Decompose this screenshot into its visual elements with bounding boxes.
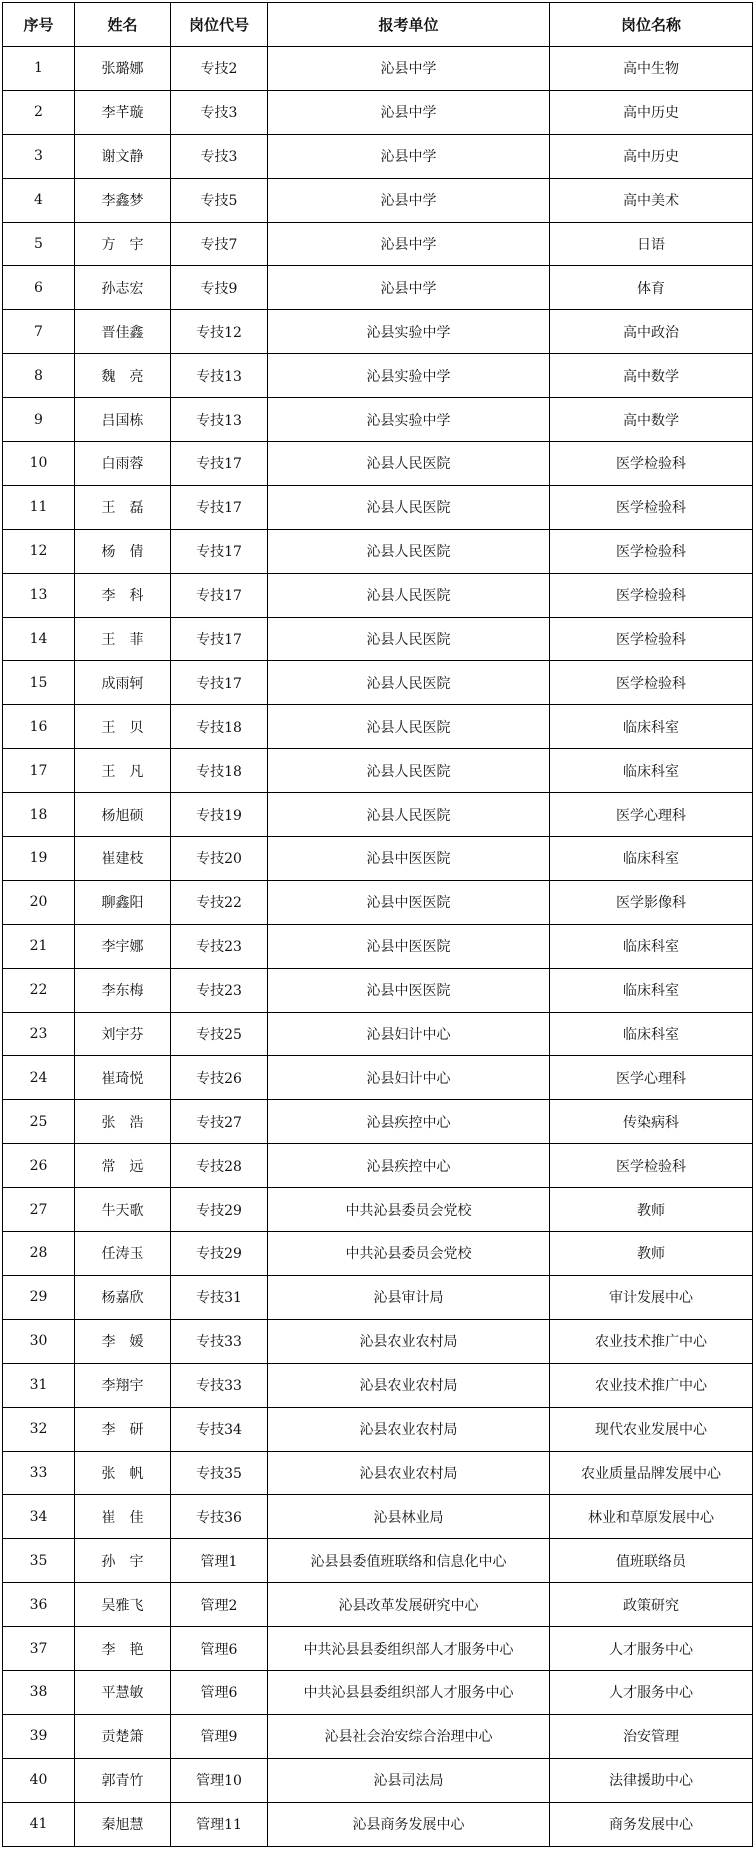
cell-employer: 沁县中学 <box>268 266 550 310</box>
cell-position-title: 治安管理 <box>550 1714 753 1758</box>
cell-position-code: 专技12 <box>171 310 268 354</box>
cell-employer: 中共沁县委员会党校 <box>268 1188 550 1232</box>
cell-index: 24 <box>3 1056 75 1100</box>
cell-name: 王 菲 <box>75 617 171 661</box>
cell-position-title: 高中历史 <box>550 90 753 134</box>
cell-position-code: 专技33 <box>171 1319 268 1363</box>
cell-name: 张 帆 <box>75 1451 171 1495</box>
cell-position-title: 医学影像科 <box>550 880 753 924</box>
cell-employer: 沁县人民医院 <box>268 793 550 837</box>
header-index: 序号 <box>3 3 75 47</box>
cell-index: 1 <box>3 47 75 91</box>
cell-position-title: 临床科室 <box>550 837 753 881</box>
table-row <box>3 1670 753 1714</box>
cell-index: 29 <box>3 1275 75 1319</box>
cell-position-code: 专技36 <box>171 1495 268 1539</box>
cell-name: 李芊璇 <box>75 90 171 134</box>
cell-name: 杨旭硕 <box>75 793 171 837</box>
table-row <box>3 1100 753 1144</box>
table-row <box>3 1275 753 1319</box>
cell-index: 22 <box>3 968 75 1012</box>
cell-name: 郭青竹 <box>75 1758 171 1802</box>
cell-position-title: 医学心理科 <box>550 793 753 837</box>
cell-name: 杨嘉欣 <box>75 1275 171 1319</box>
cell-position-title: 高中政治 <box>550 310 753 354</box>
cell-position-code: 专技17 <box>171 485 268 529</box>
cell-employer: 沁县人民医院 <box>268 485 550 529</box>
cell-position-title: 林业和草原发展中心 <box>550 1495 753 1539</box>
cell-name: 崔建枝 <box>75 837 171 881</box>
cell-employer: 沁县妇计中心 <box>268 1056 550 1100</box>
cell-name: 秦旭慧 <box>75 1802 171 1846</box>
cell-employer: 沁县实验中学 <box>268 354 550 398</box>
cell-name: 李东梅 <box>75 968 171 1012</box>
table-row <box>3 661 753 705</box>
cell-position-code: 专技20 <box>171 837 268 881</box>
cell-position-code: 专技18 <box>171 705 268 749</box>
header-position-title: 岗位名称 <box>550 3 753 47</box>
cell-name: 牛天歌 <box>75 1188 171 1232</box>
table-row <box>3 1319 753 1363</box>
cell-position-code: 专技13 <box>171 354 268 398</box>
cell-employer: 沁县社会治安综合治理中心 <box>268 1714 550 1758</box>
table-row <box>3 1495 753 1539</box>
cell-name: 王 凡 <box>75 749 171 793</box>
cell-position-code: 专技5 <box>171 178 268 222</box>
cell-position-code: 专技9 <box>171 266 268 310</box>
cell-employer: 沁县妇计中心 <box>268 1012 550 1056</box>
cell-position-title: 现代农业发展中心 <box>550 1407 753 1451</box>
cell-position-code: 专技25 <box>171 1012 268 1056</box>
cell-position-title: 体育 <box>550 266 753 310</box>
table-row <box>3 47 753 91</box>
cell-position-code: 专技22 <box>171 880 268 924</box>
cell-name: 李宇娜 <box>75 924 171 968</box>
cell-index: 19 <box>3 837 75 881</box>
cell-employer: 沁县人民医院 <box>268 661 550 705</box>
cell-name: 刘宇芬 <box>75 1012 171 1056</box>
table-row <box>3 705 753 749</box>
cell-name: 贡楚箫 <box>75 1714 171 1758</box>
cell-name: 崔琦悦 <box>75 1056 171 1100</box>
results-table <box>2 2 753 1847</box>
cell-position-title: 农业质量品牌发展中心 <box>550 1451 753 1495</box>
cell-position-title: 临床科室 <box>550 968 753 1012</box>
cell-name: 常 远 <box>75 1144 171 1188</box>
cell-index: 7 <box>3 310 75 354</box>
cell-index: 21 <box>3 924 75 968</box>
cell-position-title: 医学检验科 <box>550 485 753 529</box>
cell-position-code: 管理9 <box>171 1714 268 1758</box>
cell-index: 35 <box>3 1539 75 1583</box>
cell-index: 5 <box>3 222 75 266</box>
cell-employer: 中共沁县委员会党校 <box>268 1232 550 1276</box>
cell-position-title: 高中数学 <box>550 398 753 442</box>
cell-position-code: 专技33 <box>171 1363 268 1407</box>
cell-position-code: 专技13 <box>171 398 268 442</box>
table-row <box>3 1012 753 1056</box>
cell-position-code: 专技17 <box>171 617 268 661</box>
cell-name: 吕国栋 <box>75 398 171 442</box>
cell-name: 孙 宇 <box>75 1539 171 1583</box>
cell-position-code: 专技17 <box>171 573 268 617</box>
cell-index: 34 <box>3 1495 75 1539</box>
cell-position-title: 医学检验科 <box>550 529 753 573</box>
cell-employer: 中共沁县县委组织部人才服务中心 <box>268 1627 550 1671</box>
cell-position-title: 高中历史 <box>550 134 753 178</box>
cell-index: 30 <box>3 1319 75 1363</box>
cell-name: 李 艳 <box>75 1627 171 1671</box>
cell-index: 3 <box>3 134 75 178</box>
table-row <box>3 90 753 134</box>
cell-employer: 沁县中医医院 <box>268 880 550 924</box>
cell-position-code: 专技28 <box>171 1144 268 1188</box>
cell-name: 吴雅飞 <box>75 1583 171 1627</box>
table-row <box>3 968 753 1012</box>
cell-position-code: 专技17 <box>171 661 268 705</box>
cell-employer: 沁县中学 <box>268 134 550 178</box>
cell-index: 28 <box>3 1232 75 1276</box>
cell-employer: 沁县农业农村局 <box>268 1363 550 1407</box>
table-row <box>3 134 753 178</box>
cell-employer: 沁县农业农村局 <box>268 1451 550 1495</box>
cell-employer: 沁县实验中学 <box>268 398 550 442</box>
table-row <box>3 178 753 222</box>
table-row <box>3 880 753 924</box>
cell-employer: 沁县中学 <box>268 90 550 134</box>
table-row <box>3 1758 753 1802</box>
cell-employer: 沁县疾控中心 <box>268 1144 550 1188</box>
cell-index: 20 <box>3 880 75 924</box>
header-employer: 报考单位 <box>268 3 550 47</box>
cell-employer: 沁县审计局 <box>268 1275 550 1319</box>
cell-position-code: 专技29 <box>171 1188 268 1232</box>
cell-index: 17 <box>3 749 75 793</box>
cell-name: 李翔宇 <box>75 1363 171 1407</box>
cell-position-title: 高中美术 <box>550 178 753 222</box>
cell-index: 41 <box>3 1802 75 1846</box>
cell-employer: 沁县改革发展研究中心 <box>268 1583 550 1627</box>
cell-position-title: 教师 <box>550 1232 753 1276</box>
cell-position-code: 专技31 <box>171 1275 268 1319</box>
cell-employer: 中共沁县县委组织部人才服务中心 <box>268 1670 550 1714</box>
table-row <box>3 1802 753 1846</box>
cell-employer: 沁县中学 <box>268 222 550 266</box>
cell-employer: 沁县商务发展中心 <box>268 1802 550 1846</box>
cell-index: 25 <box>3 1100 75 1144</box>
cell-position-code: 管理6 <box>171 1627 268 1671</box>
cell-employer: 沁县中医医院 <box>268 924 550 968</box>
cell-name: 李鑫梦 <box>75 178 171 222</box>
cell-position-code: 管理10 <box>171 1758 268 1802</box>
cell-name: 方 宇 <box>75 222 171 266</box>
cell-employer: 沁县中医医院 <box>268 837 550 881</box>
cell-position-code: 专技35 <box>171 1451 268 1495</box>
cell-employer: 沁县人民医院 <box>268 529 550 573</box>
cell-position-title: 日语 <box>550 222 753 266</box>
table-row <box>3 1232 753 1276</box>
cell-position-title: 审计发展中心 <box>550 1275 753 1319</box>
cell-name: 杨 倩 <box>75 529 171 573</box>
cell-index: 37 <box>3 1627 75 1671</box>
cell-employer: 沁县人民医院 <box>268 573 550 617</box>
cell-index: 8 <box>3 354 75 398</box>
cell-position-code: 专技18 <box>171 749 268 793</box>
cell-name: 谢文静 <box>75 134 171 178</box>
cell-index: 36 <box>3 1583 75 1627</box>
cell-position-code: 专技3 <box>171 90 268 134</box>
cell-index: 16 <box>3 705 75 749</box>
table-row <box>3 1188 753 1232</box>
table-row <box>3 924 753 968</box>
cell-position-title: 法律援助中心 <box>550 1758 753 1802</box>
cell-position-code: 专技17 <box>171 529 268 573</box>
cell-name: 李 媛 <box>75 1319 171 1363</box>
table-row <box>3 793 753 837</box>
cell-index: 15 <box>3 661 75 705</box>
cell-position-code: 专技27 <box>171 1100 268 1144</box>
table-row <box>3 1539 753 1583</box>
cell-index: 39 <box>3 1714 75 1758</box>
cell-position-code: 专技19 <box>171 793 268 837</box>
cell-position-title: 医学检验科 <box>550 442 753 486</box>
header-row <box>3 3 753 47</box>
cell-position-code: 专技34 <box>171 1407 268 1451</box>
cell-position-title: 人才服务中心 <box>550 1627 753 1671</box>
header-name: 姓名 <box>75 3 171 47</box>
cell-name: 平慧敏 <box>75 1670 171 1714</box>
cell-position-title: 高中数学 <box>550 354 753 398</box>
cell-employer: 沁县疾控中心 <box>268 1100 550 1144</box>
cell-position-title: 临床科室 <box>550 1012 753 1056</box>
cell-index: 18 <box>3 793 75 837</box>
cell-position-code: 专技26 <box>171 1056 268 1100</box>
cell-position-title: 医学心理科 <box>550 1056 753 1100</box>
cell-name: 任涛玉 <box>75 1232 171 1276</box>
cell-position-title: 传染病科 <box>550 1100 753 1144</box>
cell-position-title: 政策研究 <box>550 1583 753 1627</box>
cell-employer: 沁县农业农村局 <box>268 1319 550 1363</box>
cell-index: 12 <box>3 529 75 573</box>
table-row <box>3 529 753 573</box>
cell-employer: 沁县林业局 <box>268 1495 550 1539</box>
cell-position-code: 管理1 <box>171 1539 268 1583</box>
cell-position-title: 临床科室 <box>550 749 753 793</box>
table-row <box>3 354 753 398</box>
cell-employer: 沁县人民医院 <box>268 617 550 661</box>
cell-index: 13 <box>3 573 75 617</box>
cell-position-title: 医学检验科 <box>550 661 753 705</box>
cell-position-code: 专技3 <box>171 134 268 178</box>
table-row <box>3 1407 753 1451</box>
cell-employer: 沁县人民医院 <box>268 442 550 486</box>
cell-position-title: 医学检验科 <box>550 617 753 661</box>
table-row <box>3 398 753 442</box>
cell-index: 10 <box>3 442 75 486</box>
table-row <box>3 573 753 617</box>
cell-index: 14 <box>3 617 75 661</box>
cell-name: 王 磊 <box>75 485 171 529</box>
cell-index: 32 <box>3 1407 75 1451</box>
table-row <box>3 1583 753 1627</box>
cell-employer: 沁县人民医院 <box>268 749 550 793</box>
table-row <box>3 1144 753 1188</box>
cell-name: 张 浩 <box>75 1100 171 1144</box>
cell-position-title: 医学检验科 <box>550 1144 753 1188</box>
cell-name: 孙志宏 <box>75 266 171 310</box>
cell-name: 崔 佳 <box>75 1495 171 1539</box>
cell-index: 4 <box>3 178 75 222</box>
cell-index: 11 <box>3 485 75 529</box>
cell-index: 38 <box>3 1670 75 1714</box>
cell-employer: 沁县中学 <box>268 47 550 91</box>
cell-index: 23 <box>3 1012 75 1056</box>
table-row <box>3 1056 753 1100</box>
table-row <box>3 617 753 661</box>
cell-employer: 沁县农业农村局 <box>268 1407 550 1451</box>
cell-position-code: 专技23 <box>171 924 268 968</box>
cell-position-title: 值班联络员 <box>550 1539 753 1583</box>
table-row <box>3 1451 753 1495</box>
cell-position-code: 专技2 <box>171 47 268 91</box>
cell-index: 33 <box>3 1451 75 1495</box>
cell-employer: 沁县中学 <box>268 178 550 222</box>
cell-name: 李 研 <box>75 1407 171 1451</box>
table-row <box>3 1363 753 1407</box>
cell-position-title: 农业技术推广中心 <box>550 1363 753 1407</box>
cell-employer: 沁县实验中学 <box>268 310 550 354</box>
table-row <box>3 266 753 310</box>
cell-position-code: 管理6 <box>171 1670 268 1714</box>
cell-name: 王 贝 <box>75 705 171 749</box>
cell-position-title: 临床科室 <box>550 705 753 749</box>
cell-position-code: 专技7 <box>171 222 268 266</box>
cell-position-title: 医学检验科 <box>550 573 753 617</box>
cell-position-code: 专技17 <box>171 442 268 486</box>
cell-name: 张璐娜 <box>75 47 171 91</box>
cell-index: 2 <box>3 90 75 134</box>
cell-position-title: 高中生物 <box>550 47 753 91</box>
cell-position-title: 商务发展中心 <box>550 1802 753 1846</box>
cell-name: 白雨蓉 <box>75 442 171 486</box>
cell-position-title: 临床科室 <box>550 924 753 968</box>
table-row <box>3 222 753 266</box>
table-body <box>3 47 753 1847</box>
cell-index: 40 <box>3 1758 75 1802</box>
cell-employer: 沁县中医医院 <box>268 968 550 1012</box>
cell-position-code: 管理2 <box>171 1583 268 1627</box>
cell-name: 聊鑫阳 <box>75 880 171 924</box>
table-row <box>3 442 753 486</box>
cell-index: 26 <box>3 1144 75 1188</box>
cell-name: 魏 亮 <box>75 354 171 398</box>
table-row <box>3 485 753 529</box>
cell-position-title: 人才服务中心 <box>550 1670 753 1714</box>
cell-employer: 沁县人民医院 <box>268 705 550 749</box>
cell-name: 成雨轲 <box>75 661 171 705</box>
cell-position-code: 专技29 <box>171 1232 268 1276</box>
table-row <box>3 310 753 354</box>
table-row <box>3 749 753 793</box>
cell-position-code: 专技23 <box>171 968 268 1012</box>
cell-index: 27 <box>3 1188 75 1232</box>
cell-name: 晋佳鑫 <box>75 310 171 354</box>
table-row <box>3 1627 753 1671</box>
cell-index: 31 <box>3 1363 75 1407</box>
cell-index: 6 <box>3 266 75 310</box>
cell-position-title: 农业技术推广中心 <box>550 1319 753 1363</box>
cell-position-title: 教师 <box>550 1188 753 1232</box>
cell-position-code: 管理11 <box>171 1802 268 1846</box>
cell-name: 李 科 <box>75 573 171 617</box>
table-row <box>3 1714 753 1758</box>
table-row <box>3 837 753 881</box>
cell-employer: 沁县司法局 <box>268 1758 550 1802</box>
header-position-code: 岗位代号 <box>171 3 268 47</box>
cell-employer: 沁县县委值班联络和信息化中心 <box>268 1539 550 1583</box>
cell-index: 9 <box>3 398 75 442</box>
